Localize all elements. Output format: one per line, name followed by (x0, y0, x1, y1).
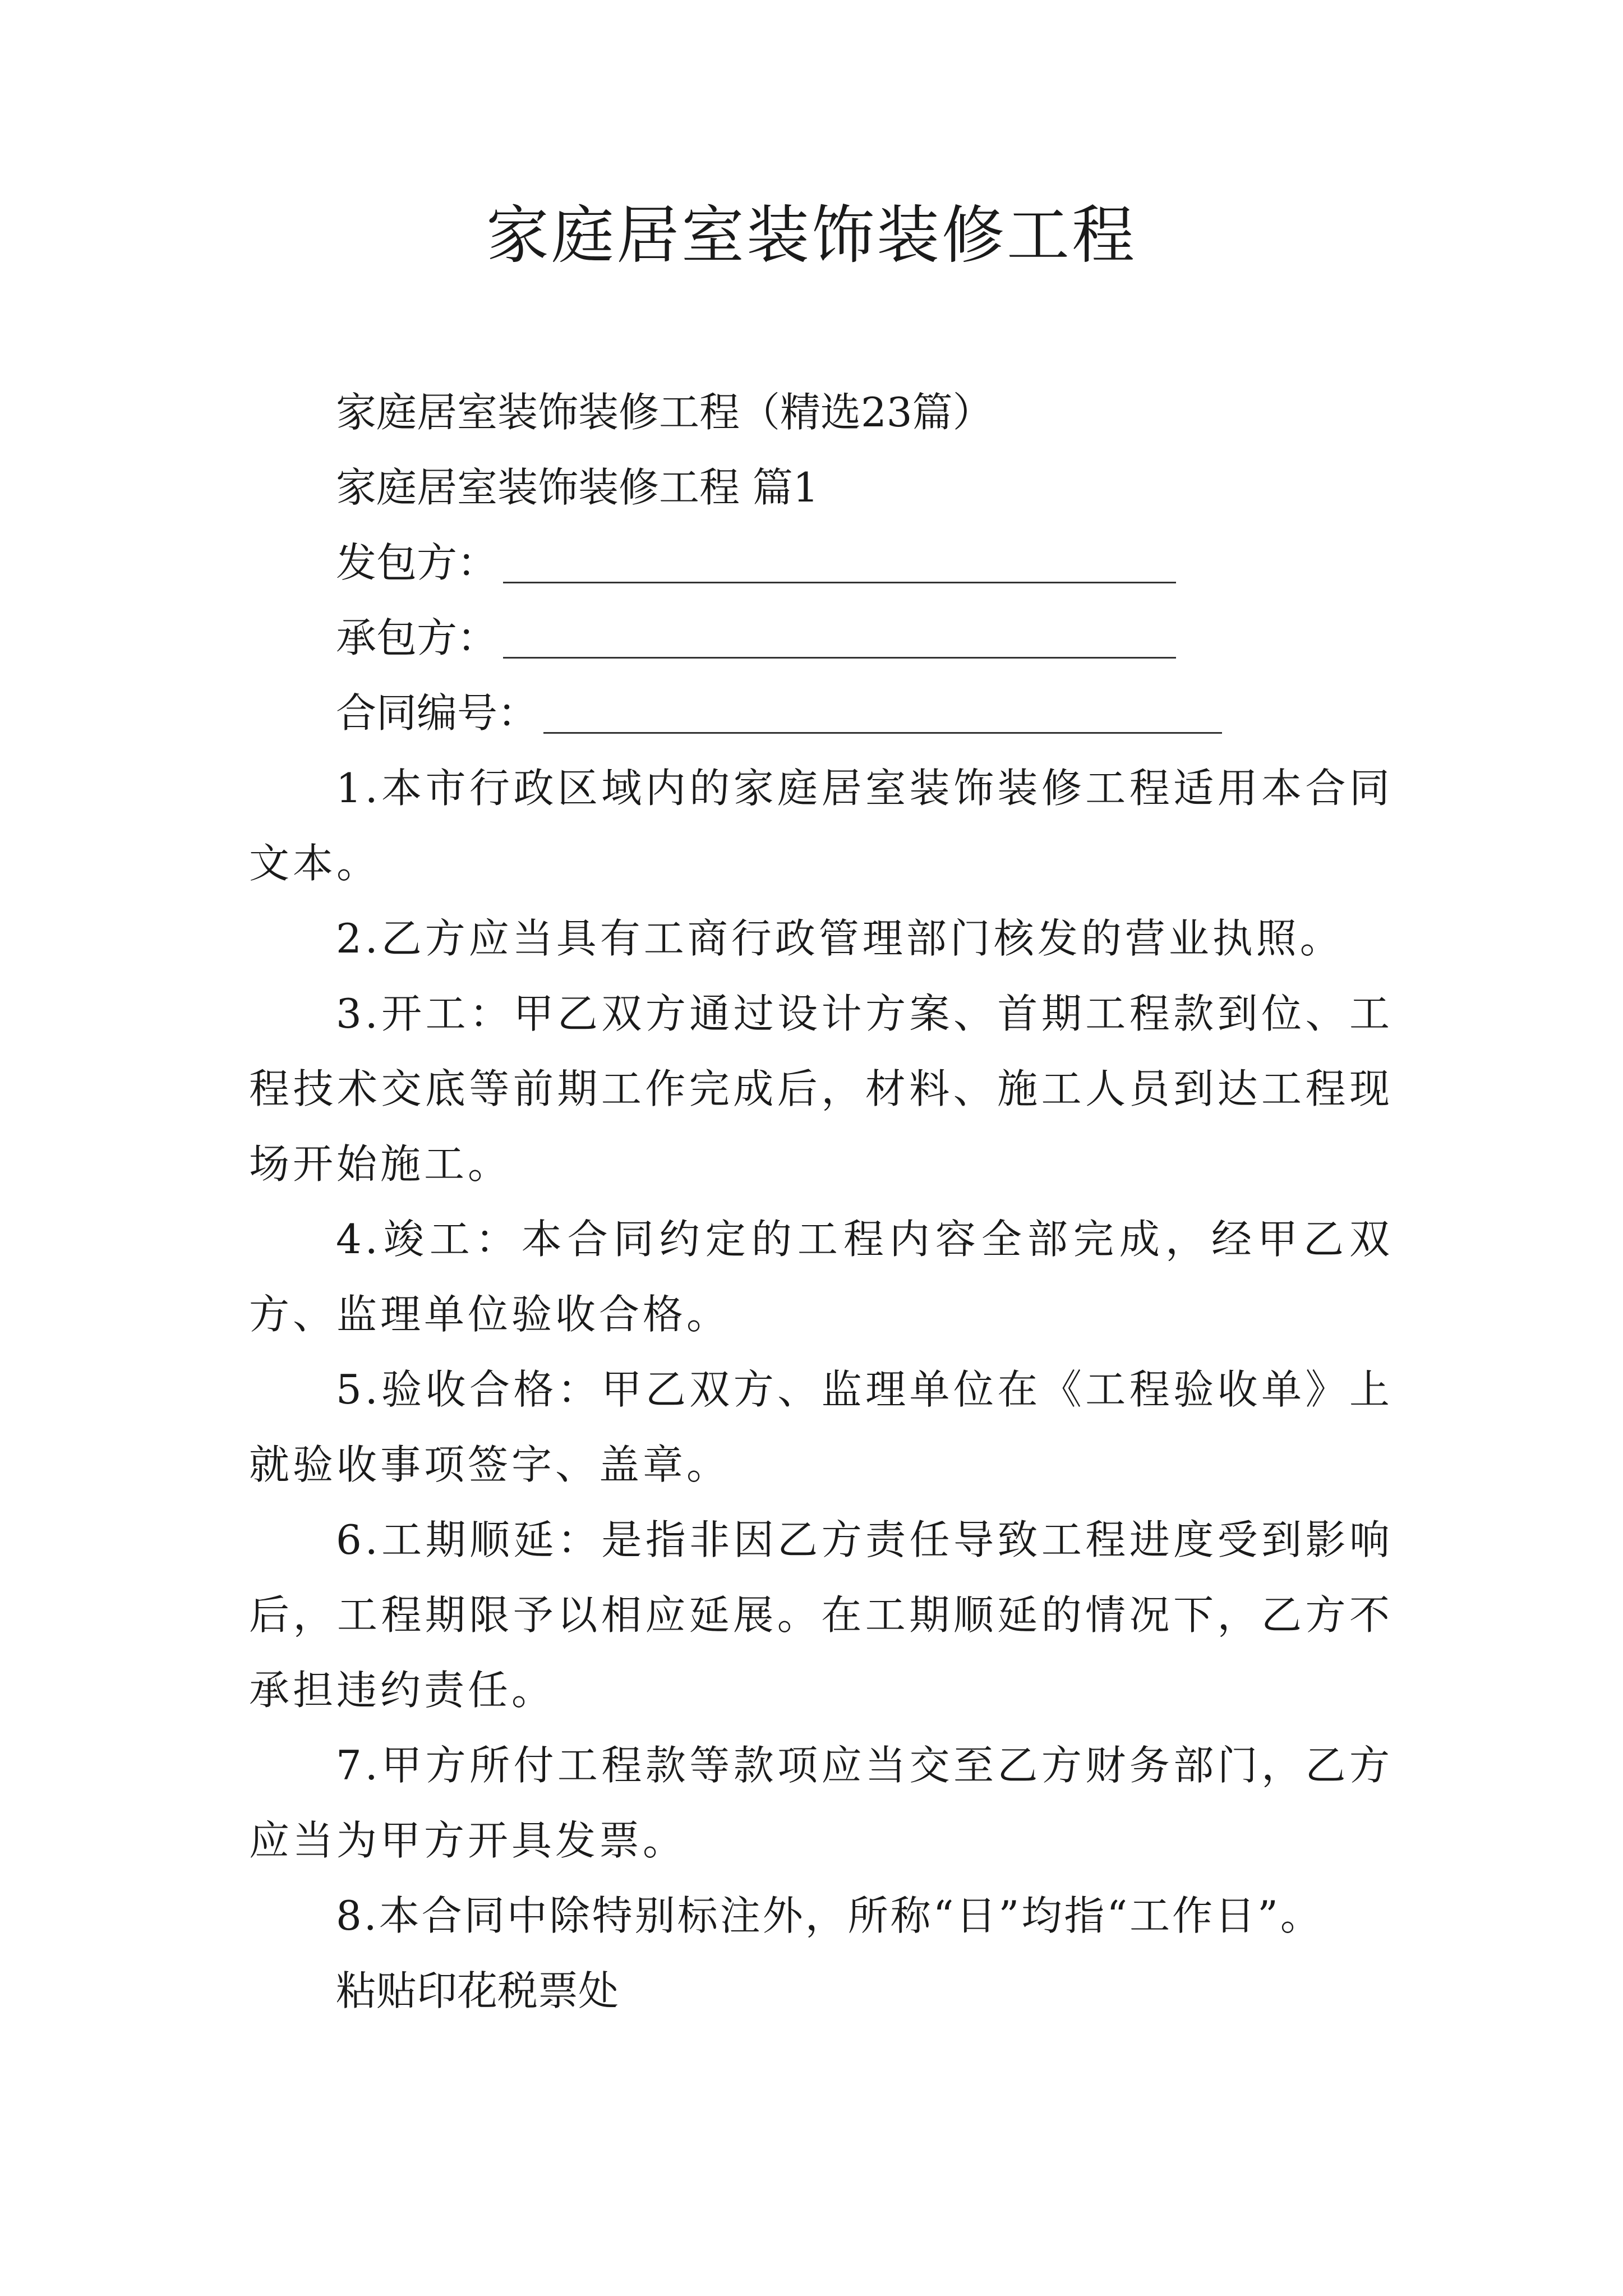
contractor-label: 承包方： (336, 614, 498, 661)
contractor-blank-line (503, 625, 1176, 659)
clause-5: 5.验收合格：甲乙双方、监理单位在《工程验收单》上就验收事项签字、盖章。 (249, 1366, 1393, 1488)
clause-7: 7.甲方所付工程款等款项应当交至乙方财务部门，乙方应当为甲方开具发票。 (249, 1742, 1393, 1864)
document-title: 家庭居室装饰装修工程 (486, 199, 1137, 272)
clause-3: 3.开工：甲乙双方通过设计方案、首期工程款到位、工程技术交底等前期工作完成后，材料、施工人员到达工程现场开始施工。 (249, 990, 1393, 1188)
clause-6: 6.工期顺延：是指非因乙方责任导致工程进度受到影响后，工程期限予以相应延展。在工期顺延的情况下，乙方不承担违约责任。 (249, 1516, 1393, 1714)
employer-label: 发包方： (336, 539, 498, 586)
contractor-field (249, 600, 1393, 675)
clause-1: 1.本市行政区域内的家庭居室装饰装修工程适用本合同文本。 (249, 765, 1393, 887)
section-heading: 家庭居室装饰装修工程 篇1 (336, 464, 819, 511)
employer-field (249, 525, 1393, 600)
clause-2: 2.乙方应当具有工商行政管理部门核发的营业执照。 (336, 915, 1344, 962)
clause-8: 8.本合同中除特别标注外，所称“日”均指“工作日”。 (336, 1892, 1323, 1939)
contract-number-field (249, 675, 1393, 751)
document-body (249, 375, 1393, 2028)
stamp-note: 粘贴印花税票处 (336, 1967, 619, 2014)
contract-number-blank-line (543, 701, 1222, 734)
contract-number-label: 合同编号： (336, 689, 538, 737)
document-subtitle: 家庭居室装饰装修工程（精选23篇） (336, 389, 993, 436)
clause-4: 4.竣工：本合同约定的工程内容全部完成，经甲乙双方、监理单位验收合格。 (249, 1216, 1393, 1338)
employer-blank-line (503, 550, 1176, 583)
